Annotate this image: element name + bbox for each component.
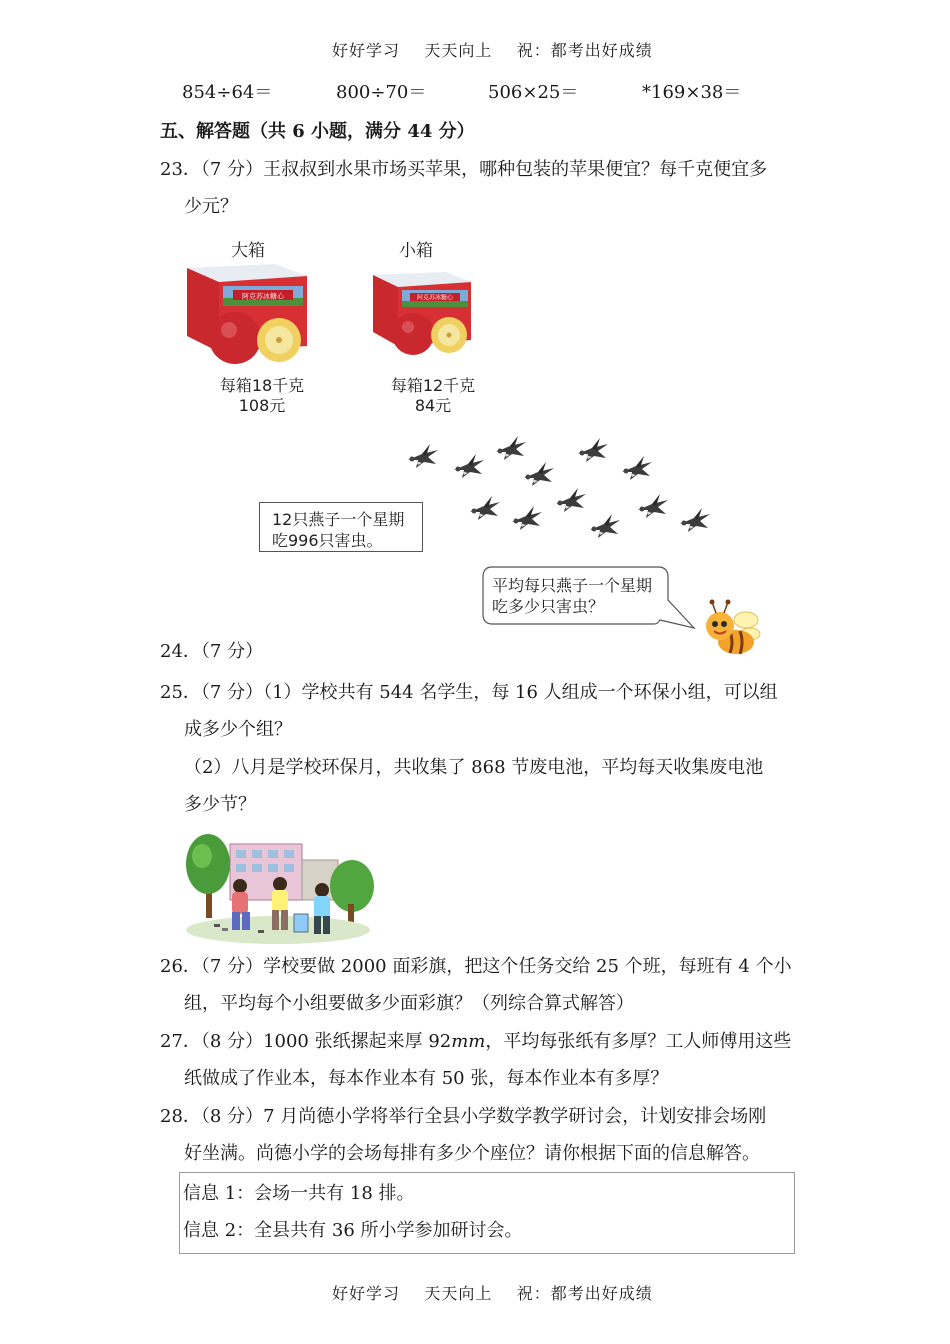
question-bubble-text [492,575,652,617]
q24-number: 24．（7 分） [160,641,264,662]
q27-line-1-start: 27．（8 分）1000 张纸摞起来厚 92 [160,1031,452,1052]
big-box-label: 大箱 [231,241,265,261]
q23-line-2: 少元？ [184,196,238,217]
small-box-label: 小箱 [399,241,433,261]
question-bubble-line-2: 吃多少只害虫？ [492,597,605,616]
swallow-info-box [259,502,423,552]
calc-item-4: *169×38＝ [642,82,742,103]
big-box-brand-text: 阿克苏冰糖心 [242,292,284,301]
footer-motto: 好好学习 天天向上 祝：都考出好成绩 [332,1284,653,1303]
big-apple-box-image [183,262,311,366]
calc-item-2: 800÷70＝ [336,82,427,103]
q28-info-1: 信息 1：会场一共有 18 排。 [183,1183,415,1204]
q25-line-2: 成多少个组？ [184,719,292,740]
big-box-price: 108元 [238,396,286,415]
calc-item-1: 854÷64＝ [182,82,273,103]
swallows-illustration [400,430,730,550]
bee-character [700,598,764,662]
big-box-caption [212,376,312,416]
small-box-price: 84元 [414,396,452,415]
children-recycling-illustration [182,826,378,948]
question-bubble-line-1: 平均每只燕子一个星期 [492,576,653,595]
q27-unit: mm [451,1031,486,1052]
swallow-info-line-1: 12只燕子一个星期 [272,510,405,529]
q26-line-2: 组，平均每个小组要做多少面彩旗？（列综合算式解答） [184,993,634,1014]
q28-line-1: 28．（8 分）7 月尚德小学将举行全县小学数学教学研讨会，计划安排会场刚 [160,1106,767,1127]
q27-line-1-end: ，平均每张纸有多厚？工人师傅用这些 [485,1031,792,1052]
big-box-weight: 每箱18千克 [219,376,305,395]
header-motto: 好好学习 天天向上 祝：都考出好成绩 [332,41,653,60]
q28-info-2: 信息 2：全县共有 36 所小学参加研讨会。 [183,1220,523,1241]
small-box-caption [383,376,483,416]
q27-line-2: 纸做成了作业本，每本作业本有 50 张，每本作业本有多厚？ [184,1068,669,1089]
calc-item-3: 506×25＝ [488,82,579,103]
small-apple-box-image [370,270,474,358]
section-title: 五、解答题（共 6 小题，满分 44 分） [160,121,475,142]
q25-line-1: 25．（7 分）（1）学校共有 544 名学生，每 16 人组成一个环保小组，可以组 [160,682,778,703]
q28-line-2: 好坐满。尚德小学的会场每排有多少个座位？请你根据下面的信息解答。 [184,1143,760,1164]
q23-line-1: 23．（7 分）王叔叔到水果市场买苹果，哪种包装的苹果便宜？每千克便宜多 [160,159,768,180]
q25-line-4: 多少节？ [184,794,256,815]
q27-line-1 [160,1033,791,1051]
small-box-weight: 每箱12千克 [390,376,476,395]
q25-line-3: （2）八月是学校环保月，共收集了 868 节废电池，平均每天收集废电池 [184,757,764,778]
swallow-info-line-2: 吃996只害虫。 [272,531,383,550]
small-box-brand-text: 阿克苏冰糖心 [416,294,454,302]
q26-line-1: 26．（7 分）学校要做 2000 面彩旗，把这个任务交给 25 个班，每班有 4 个小 [160,956,792,977]
